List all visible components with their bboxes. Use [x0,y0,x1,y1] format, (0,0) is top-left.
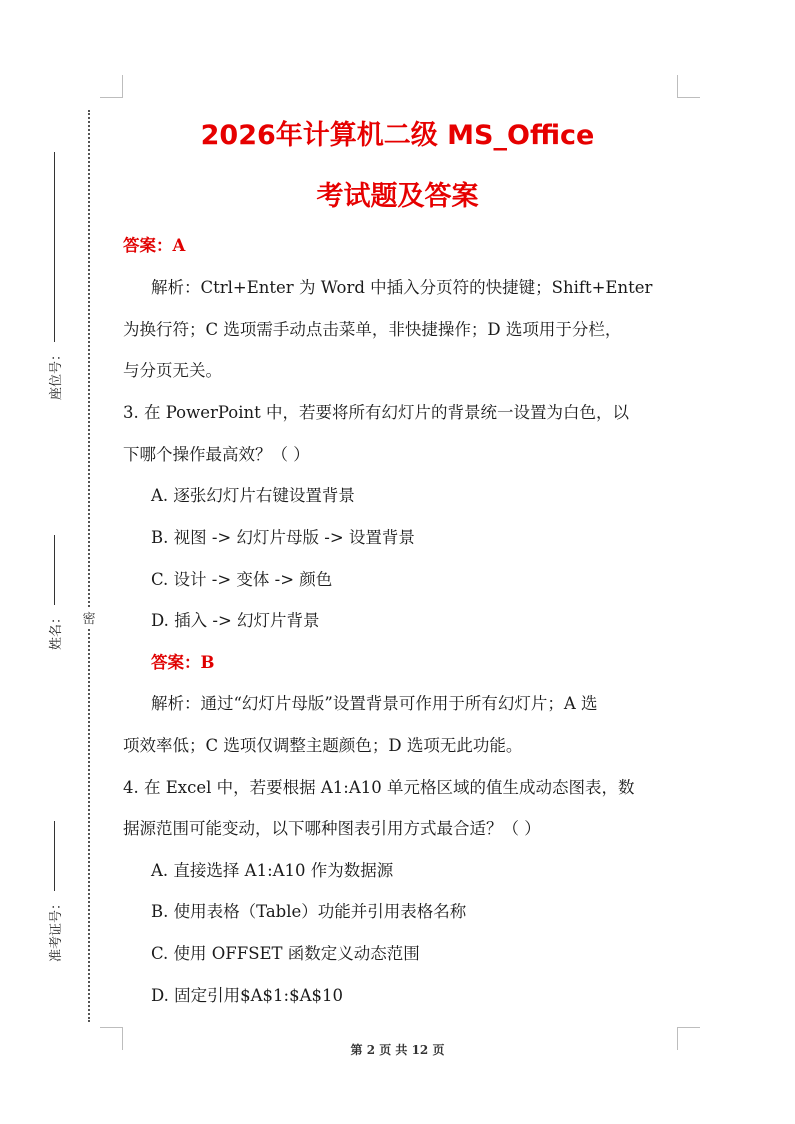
q2-answer: 答案：A [123,236,186,255]
q3-option-d: D. 插入 -> 幻灯片背景 [151,611,320,630]
exam-id-label: 准考证号： [48,896,64,962]
q3-stem-line: 3. 在 PowerPoint 中，若要将所有幻灯片的背景统一设置为白色，以 [123,403,630,422]
q3-answer: 答案：B [151,653,215,672]
q4-stem-line: 4. 在 Excel 中，若要根据 A1:A10 单元格区域的值生成动态图表，数 [123,778,635,797]
q4-option-c: C. 使用 OFFSET 函数定义动态范围 [151,944,420,963]
q4-stem-line: 据源范围可能变动，以下哪种图表引用方式最合适？（ ） [123,819,541,838]
q3-explanation-line: 解析：通过“幻灯片母版”设置背景可作用于所有幻灯片；A 选 [151,694,598,713]
q4-option-a: A. 直接选择 A1:A10 作为数据源 [151,861,394,880]
q3-option-a: A. 逐张幻灯片右键设置背景 [151,486,355,505]
name-field [46,535,62,650]
crop-mark-top-right [677,75,700,98]
name-label: 姓名： [48,610,64,650]
document-title-line-2: 考试题及答案 [316,181,479,212]
q4-option-d: D. 固定引用$A$1:$A$10 [151,986,344,1005]
seal-character: 密 [80,608,98,627]
page-footer: 第 2 页 共 12 页 [350,1043,445,1057]
binding-dotted-line [88,110,90,1022]
seat-number-label: 座位号： [48,347,64,400]
q3-option-b: B. 视图 -> 幻灯片母版 -> 设置背景 [151,528,415,547]
q3-option-c: C. 设计 -> 变体 -> 颜色 [151,570,333,589]
q3-stem-line: 下哪个操作最高效？（ ） [123,445,310,464]
q2-explanation-line: 为换行符；C 选项需手动点击菜单，非快捷操作；D 选项用于分栏， [123,320,622,339]
q3-explanation-line: 项效率低；C 选项仅调整主题颜色；D 选项无此功能。 [123,736,523,755]
q2-explanation-line: 与分页无关。 [123,361,222,380]
document-title-line-1: 2026年计算机二级 MS_Office [200,120,595,151]
q4-option-b: B. 使用表格（Table）功能并引用表格名称 [151,902,467,921]
q2-explanation-line: 解析：Ctrl+Enter 为 Word 中插入分页符的快捷键；Shift+Enter [151,278,653,297]
exam-id-field [46,821,62,962]
crop-mark-top-left [100,75,123,98]
